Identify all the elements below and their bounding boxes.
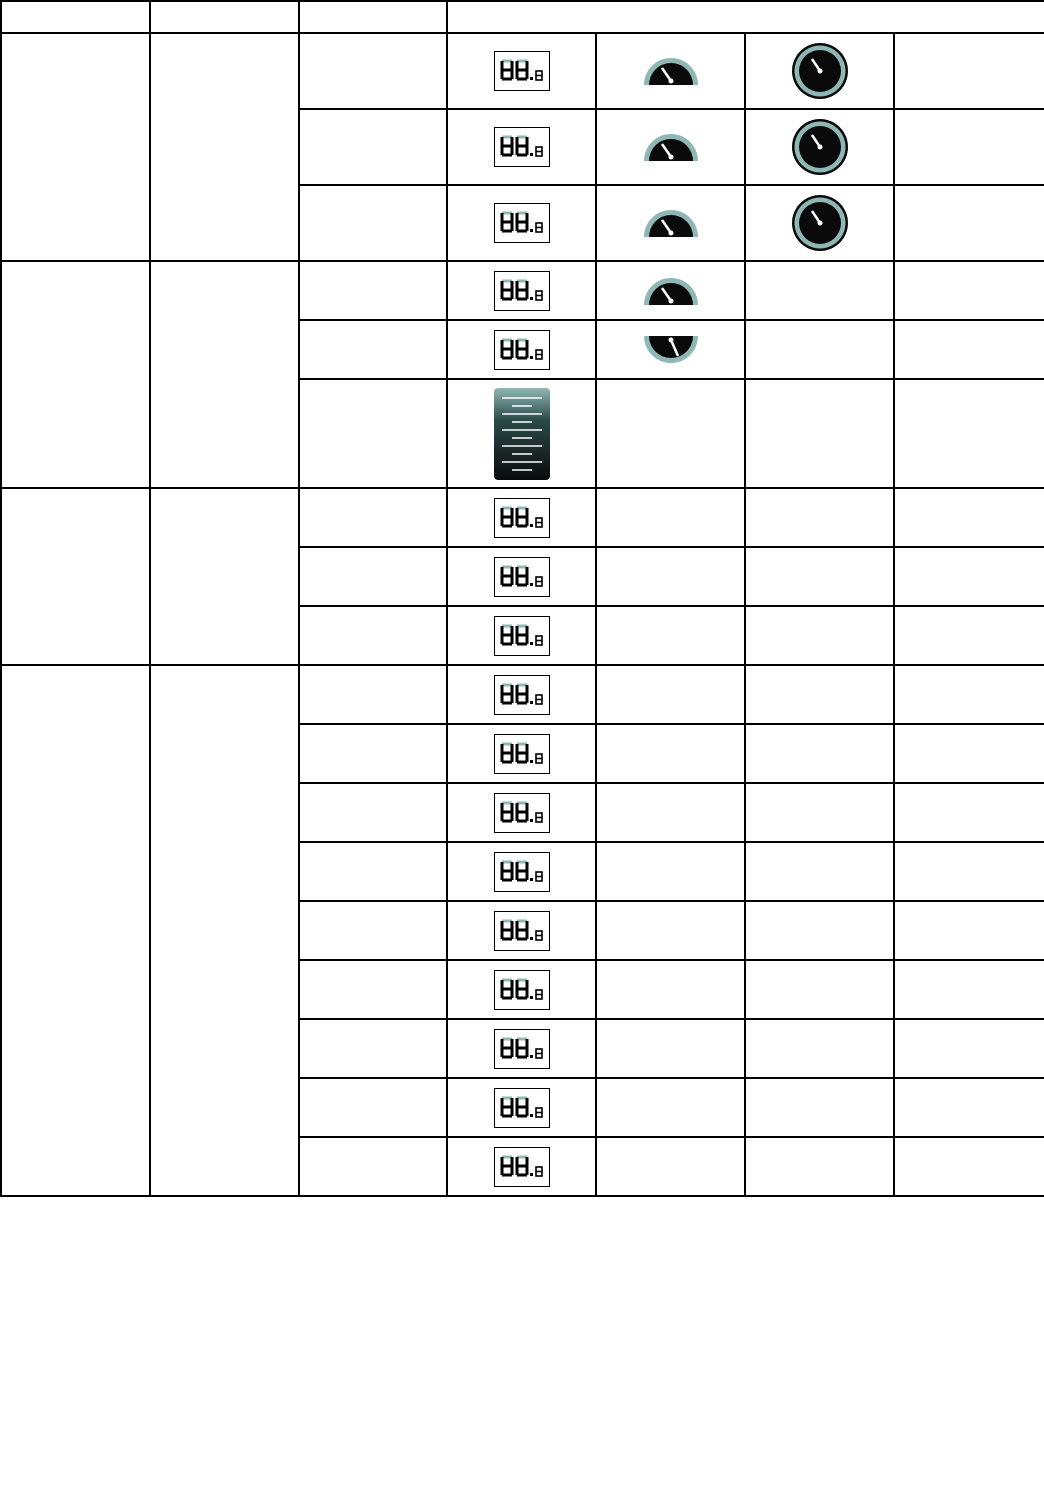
digital-display-icon <box>494 1147 550 1187</box>
empty-cell <box>894 842 1044 901</box>
semicircle-gauge-icon <box>642 131 700 163</box>
group-cell <box>150 665 299 1196</box>
empty-cell <box>745 842 894 901</box>
row-label <box>299 901 447 960</box>
empty-cell <box>745 783 894 842</box>
digital-display-icon <box>494 127 550 167</box>
row-label <box>299 320 447 379</box>
empty-cell <box>894 665 1044 724</box>
row-label <box>299 842 447 901</box>
table-row <box>1 261 1044 320</box>
header-cell-1 <box>1 1 150 33</box>
empty-cell <box>894 185 1044 261</box>
icon-cell <box>596 109 745 185</box>
empty-cell <box>745 665 894 724</box>
empty-cell <box>894 1137 1044 1196</box>
empty-cell <box>596 901 745 960</box>
icon-cell <box>745 109 894 185</box>
icon-cell <box>596 320 745 379</box>
icon-cell <box>447 842 596 901</box>
empty-cell <box>894 379 1044 488</box>
empty-cell <box>745 547 894 606</box>
row-label <box>299 724 447 783</box>
group-cell <box>150 488 299 665</box>
row-label <box>299 1137 447 1196</box>
row-label <box>299 960 447 1019</box>
icon-cell <box>447 901 596 960</box>
empty-cell <box>596 665 745 724</box>
digital-display-icon <box>494 734 550 774</box>
icon-cell <box>447 488 596 547</box>
icon-cell <box>447 606 596 665</box>
row-label <box>299 379 447 488</box>
empty-cell <box>596 1137 745 1196</box>
empty-cell <box>596 724 745 783</box>
header-cell-4 <box>447 1 1044 33</box>
empty-cell <box>596 783 745 842</box>
round-dial-icon <box>791 42 849 100</box>
empty-cell <box>894 320 1044 379</box>
empty-cell <box>596 488 745 547</box>
icon-cell <box>447 960 596 1019</box>
group-cell <box>1 33 150 261</box>
icon-cell <box>596 185 745 261</box>
empty-cell <box>894 901 1044 960</box>
row-label <box>299 1019 447 1078</box>
empty-cell <box>745 1078 894 1137</box>
row-label <box>299 488 447 547</box>
table-row <box>1 665 1044 724</box>
empty-cell <box>894 724 1044 783</box>
group-cell <box>150 261 299 488</box>
empty-cell <box>745 488 894 547</box>
semicircle-gauge-icon <box>642 55 700 87</box>
row-label <box>299 665 447 724</box>
icon-cell <box>447 185 596 261</box>
digital-display-icon <box>494 616 550 656</box>
group-cell <box>1 261 150 488</box>
header-cell-2 <box>150 1 299 33</box>
empty-cell <box>745 261 894 320</box>
icon-cell <box>596 33 745 109</box>
digital-display-icon <box>494 1088 550 1128</box>
empty-cell <box>894 109 1044 185</box>
digital-display-icon <box>494 1029 550 1069</box>
empty-cell <box>745 1019 894 1078</box>
group-cell <box>1 488 150 665</box>
table-row <box>1 33 1044 109</box>
icon-cell <box>447 724 596 783</box>
row-label <box>299 547 447 606</box>
vertical-scale-icon <box>494 388 550 480</box>
empty-cell <box>745 1137 894 1196</box>
icon-cell <box>447 261 596 320</box>
empty-cell <box>745 724 894 783</box>
inverted-semicircle-gauge-icon <box>642 334 700 366</box>
digital-display-icon <box>494 498 550 538</box>
empty-cell <box>596 960 745 1019</box>
semicircle-gauge-icon <box>642 275 700 307</box>
icon-cell <box>745 185 894 261</box>
row-label <box>299 33 447 109</box>
empty-cell <box>596 842 745 901</box>
row-label <box>299 1078 447 1137</box>
row-label <box>299 606 447 665</box>
empty-cell <box>894 261 1044 320</box>
empty-cell <box>894 1019 1044 1078</box>
empty-cell <box>894 606 1044 665</box>
row-label <box>299 783 447 842</box>
row-label <box>299 185 447 261</box>
icon-cell <box>447 783 596 842</box>
icon-cell <box>447 109 596 185</box>
group-cell <box>150 33 299 261</box>
empty-cell <box>894 33 1044 109</box>
round-dial-icon <box>791 118 849 176</box>
icon-cell <box>447 1019 596 1078</box>
empty-cell <box>596 547 745 606</box>
icon-cell <box>447 665 596 724</box>
icon-cell <box>596 261 745 320</box>
digital-display-icon <box>494 330 550 370</box>
empty-cell <box>894 1078 1044 1137</box>
empty-cell <box>894 960 1044 1019</box>
row-label <box>299 261 447 320</box>
empty-cell <box>894 783 1044 842</box>
icon-cell <box>447 547 596 606</box>
empty-cell <box>596 1078 745 1137</box>
icon-cell <box>745 33 894 109</box>
empty-cell <box>596 606 745 665</box>
digital-display-icon <box>494 675 550 715</box>
empty-cell <box>596 379 745 488</box>
digital-display-icon <box>494 852 550 892</box>
empty-cell <box>745 379 894 488</box>
empty-cell <box>894 547 1044 606</box>
icon-cell <box>447 1078 596 1137</box>
empty-cell <box>894 488 1044 547</box>
digital-display-icon <box>494 970 550 1010</box>
icon-cell <box>447 379 596 488</box>
group-cell <box>1 665 150 1196</box>
digital-display-icon <box>494 271 550 311</box>
header-cell-3 <box>299 1 447 33</box>
empty-cell <box>745 320 894 379</box>
empty-cell <box>745 960 894 1019</box>
header-row <box>1 1 1044 33</box>
round-dial-icon <box>791 194 849 252</box>
icon-cell <box>447 1137 596 1196</box>
table-row <box>1 488 1044 547</box>
digital-display-icon <box>494 911 550 951</box>
icon-cell <box>447 320 596 379</box>
empty-cell <box>596 1019 745 1078</box>
digital-display-icon <box>494 51 550 91</box>
digital-display-icon <box>494 793 550 833</box>
digital-display-icon <box>494 203 550 243</box>
icon-cell <box>447 33 596 109</box>
semicircle-gauge-icon <box>642 207 700 239</box>
row-label <box>299 109 447 185</box>
empty-cell <box>745 606 894 665</box>
digital-display-icon <box>494 557 550 597</box>
empty-cell <box>745 901 894 960</box>
